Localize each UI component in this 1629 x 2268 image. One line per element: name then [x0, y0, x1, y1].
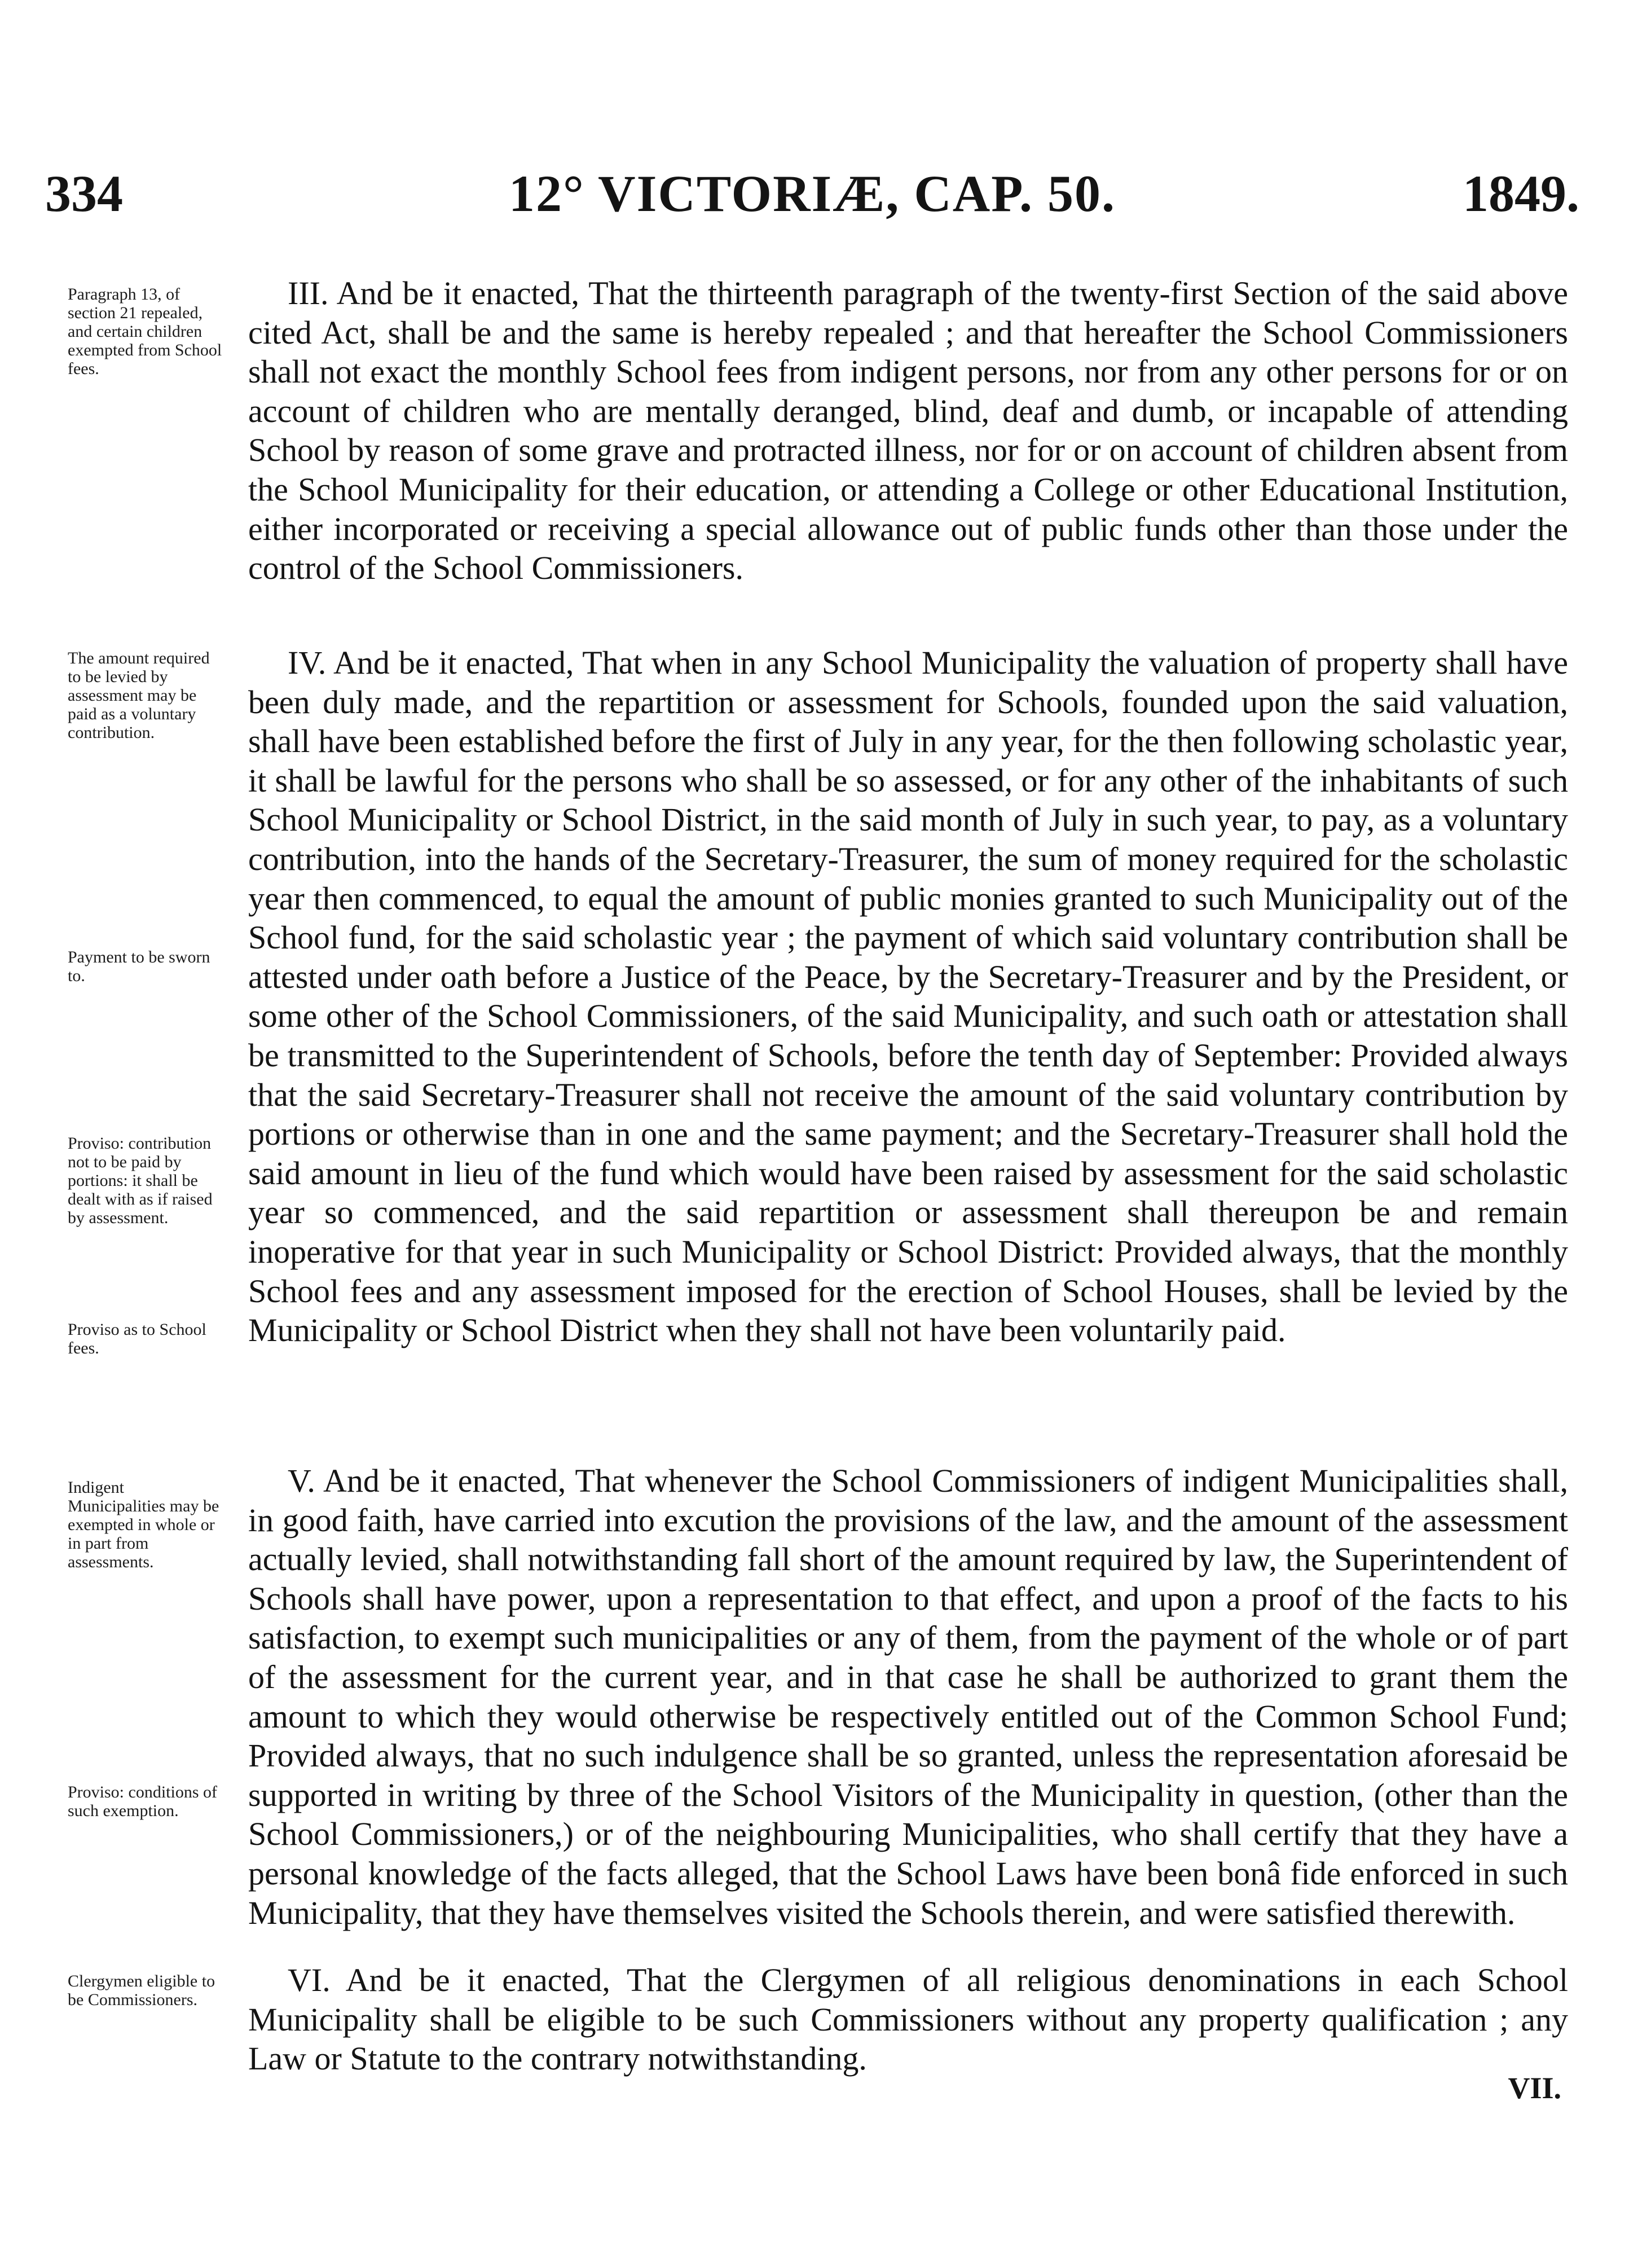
- running-title: 12° VICTORIÆ, CAP. 50.: [509, 165, 1116, 222]
- page-header: [45, 164, 1579, 231]
- sidenote-proviso-exemption: Proviso: conditions of such exemption.: [68, 1783, 218, 1820]
- sidenote-indigent-municipalities: Indigent Municipalities may be exempted in whole or in part from assessments.: [68, 1478, 219, 1571]
- sidenote-proviso-portions: Proviso: contribution not to be paid by portions: it shall be dealt with as if raised by assessment.: [68, 1134, 213, 1227]
- catchword: VII.: [1508, 2071, 1561, 2105]
- sidenote-clergymen: Clergymen eligible to be Commissioners.: [68, 1972, 215, 2009]
- year: 1849.: [1463, 165, 1579, 222]
- page-number: 334: [45, 165, 123, 222]
- section-iv: IV. And be it enacted, That when in any School Municipality the valuation of property shall have been duly made, and the repartition or assessment for Schools, founded upon the said valuation, shall have been established before the first of July in any year, for the then following scholastic year, it shall be lawful for the persons who shall be so assessed, or for any other of the inhabitants of such School Municipality or School District, in the said month of July in such year, to pay, as a voluntary contribution, into the hands of the Secretary-Treasurer, the sum of money required for the scholastic year then commenced, to equal the amount of public monies granted to such Municipality out of the School fund, for the said scholastic year ; the payment of which said voluntary contribution shall be attested under oath before a Justice of the Peace, by the Secretary-Treasurer and by the President, or some other of the School Commissioners, of the said Municipality, and such oath or attestation shall be transmitted to the Superintendent of Schools, before the tenth day of September: Provided always that the said Secretary-Treasurer shall not receive the amount of the said voluntary contribution by portions or otherwise than in one and the same payment; and the Secretary-Treasurer shall hold the said amount in lieu of the fund which would have been raised by assessment for the said scholastic year so commenced, and the said repartition or assessment shall thereupon be and remain inoperative for that year in such Municipality or School District: Provided always, that the monthly School fees and any assessment imposed for the erection of School Houses, shall be levied by the Municipality or School District when they shall not have been voluntarily paid.: [248, 644, 1568, 1349]
- section-v: V. And be it enacted, That whenever the School Commissioners of indigent Municipalities shall, in good faith, have carried into excution the provisions of the law, and the amount of the assessment actually levied, shall notwithstanding fall short of the amount required by law, the Superintendent of Schools shall have power, upon a representation to that effect, and upon a proof of the facts to his satisfaction, to exempt such municipalities or any of them, from the payment of the whole or of part of the assessment for the current year, and in that case he shall be authorized to grant them the amount to which they would otherwise be respectively entitled out of the Common School Fund; Provided always, that no such indulgence shall be so granted, unless the representation aforesaid be supported in writing by three of the School Visitors of the Municipality in question, (other than the School Commissioners,) or of the neighbouring Municipalities, who shall certify that they have a personal knowledge of the facts alleged, that the School Laws have been bonâ fide enforced in such Municipality, that they have themselves visited the Schools therein, and were satisfied therewith.: [248, 1462, 1568, 1931]
- section-vi: VI. And be it enacted, That the Clergymen of all religious denominations in each School Municipality shall be eligible to be such Commissioners without any property qualification ; any Law or Statute to the contrary notwithstanding.: [248, 1962, 1568, 2077]
- sidenote-proviso-school-fees: Proviso as to School fees.: [68, 1320, 206, 1357]
- sidenote-voluntary-contribution: The amount required to be levied by assessment may be paid as a voluntary contribution.: [68, 649, 210, 742]
- section-iii: III. And be it enacted, That the thirteenth paragraph of the twenty-first Section of the said above cited Act, shall be and the same is hereby repealed ; and that hereafter the School Commissioners shall not exact the monthly School fees from indigent persons, nor from any other persons for or on account of children who are mentally deranged, blind, deaf and dumb, or incapable of attending School by reason of some grave and protracted illness, nor for or on account of children absent from the School Municipality for their education, or attending a College or other Educational Institution, either incorporated or receiving a special allowance out of public funds other than those under the control of the School Commissioners.: [248, 275, 1568, 587]
- sidenote-repeal-paragraph-13: Paragraph 13, of section 21 repealed, and certain children exempted from School fees.: [68, 285, 222, 378]
- sidenote-payment-sworn: Payment to be sworn to.: [68, 948, 210, 985]
